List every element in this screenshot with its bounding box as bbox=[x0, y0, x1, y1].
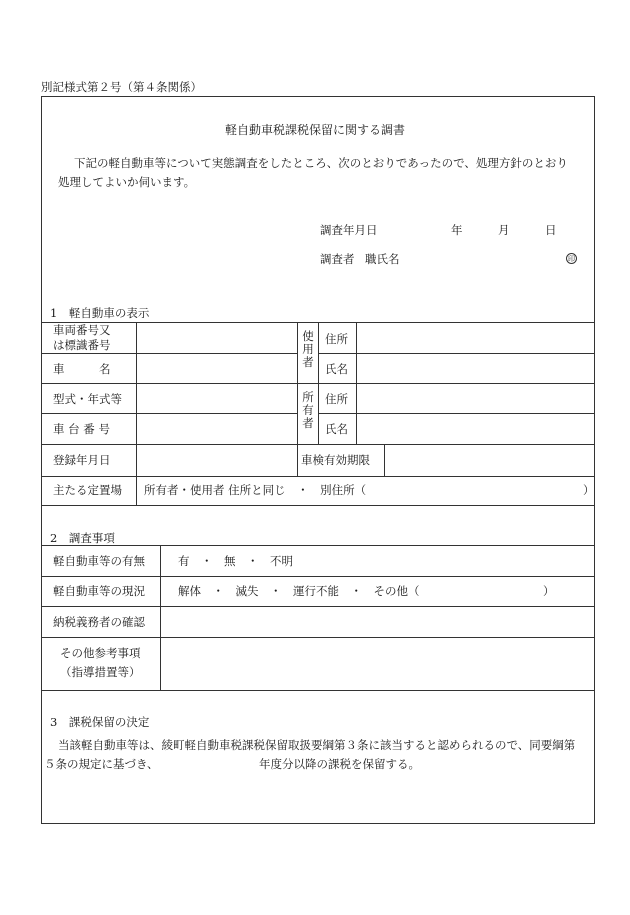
status-value: 解体 ・ 滅失 ・ 運行不能 ・ その他（ bbox=[178, 584, 420, 598]
storage-label: 主たる定置場 bbox=[53, 483, 122, 497]
owner-vertical-label: 所 有 者 bbox=[302, 390, 314, 430]
model-year-label: 型式・年式等 bbox=[53, 392, 122, 406]
section1-heading: 1 軽自動車の表示 bbox=[50, 306, 150, 320]
section3-heading: 3 課税保留の決定 bbox=[50, 715, 150, 729]
rule bbox=[160, 545, 161, 690]
rule bbox=[356, 322, 357, 444]
section3-body-line2b: 年度分以降の課税を保留する。 bbox=[259, 757, 420, 771]
chassis-no-label: 車 台 番 号 bbox=[53, 422, 110, 436]
rule bbox=[41, 444, 595, 445]
user-address-label: 住所 bbox=[325, 332, 348, 346]
intro-line-2: 処理してよいか伺います。 bbox=[58, 175, 196, 189]
intro-line-1: 下記の軽自動車等について実態調査をしたところ、次のとおりであったので、処理方針のとおり bbox=[74, 156, 568, 170]
seal-mark: 印 bbox=[568, 254, 575, 263]
rule bbox=[318, 353, 595, 354]
rule bbox=[41, 545, 595, 546]
rule bbox=[384, 444, 385, 476]
owner-name-label: 氏名 bbox=[325, 422, 348, 436]
status-close: ） bbox=[543, 584, 555, 598]
car-name-label: 車 名 bbox=[53, 362, 111, 376]
section3-body-line1: 当該軽自動車等は、綾町軽自動車税課税保留取扱要綱第３条に該当すると認められるので、同要綱第 bbox=[58, 738, 576, 752]
rule bbox=[318, 413, 595, 414]
rule bbox=[297, 322, 298, 476]
status-label: 軽自動車等の現況 bbox=[53, 584, 145, 598]
rule bbox=[136, 322, 137, 505]
form-title: 軽自動車税課税保留に関する調書 bbox=[224, 123, 405, 137]
rule bbox=[41, 606, 595, 607]
exist-value: 有 ・ 無 ・ 不明 bbox=[178, 554, 293, 568]
rule bbox=[41, 505, 595, 506]
rule bbox=[41, 637, 595, 638]
survey-date-label: 調査年月日 bbox=[320, 223, 378, 237]
rule bbox=[41, 353, 297, 354]
survey-date-month: 月 bbox=[498, 223, 510, 237]
surveyor-title-name: 職氏名 bbox=[365, 252, 400, 266]
rule bbox=[41, 476, 595, 477]
owner-address-label: 住所 bbox=[325, 392, 348, 406]
reg-date-label: 登録年月日 bbox=[53, 453, 111, 467]
user-vertical-label: 使 用 者 bbox=[302, 329, 314, 369]
survey-date-year: 年 bbox=[451, 223, 463, 237]
rule bbox=[41, 690, 595, 691]
other-label-line2: （指導措置等） bbox=[60, 665, 141, 679]
other-label-line1: その他参考事項 bbox=[60, 646, 141, 660]
taxpayer-label: 納税義務者の確認 bbox=[53, 615, 145, 629]
survey-date-day: 日 bbox=[545, 223, 557, 237]
exist-label: 軽自動車等の有無 bbox=[53, 554, 145, 568]
form-label: 別記様式第２号（第４条関係） bbox=[41, 80, 202, 94]
surveyor-label: 調査者 bbox=[320, 252, 355, 266]
inspection-label: 車検有効期限 bbox=[301, 453, 370, 467]
storage-close: ） bbox=[583, 483, 595, 497]
storage-value: 所有者・使用者 住所と同じ ・ 別住所（ bbox=[144, 483, 367, 497]
section2-heading: 2 調査事項 bbox=[50, 531, 115, 545]
user-name-label: 氏名 bbox=[325, 362, 348, 376]
plate-label-line1: 車両番号又 bbox=[53, 323, 111, 337]
rule bbox=[41, 413, 297, 414]
rule bbox=[318, 322, 319, 444]
section3-body-line2a: ５条の規定に基づき、 bbox=[44, 757, 159, 771]
rule bbox=[41, 576, 595, 577]
plate-label-line2: は標識番号 bbox=[53, 338, 111, 352]
